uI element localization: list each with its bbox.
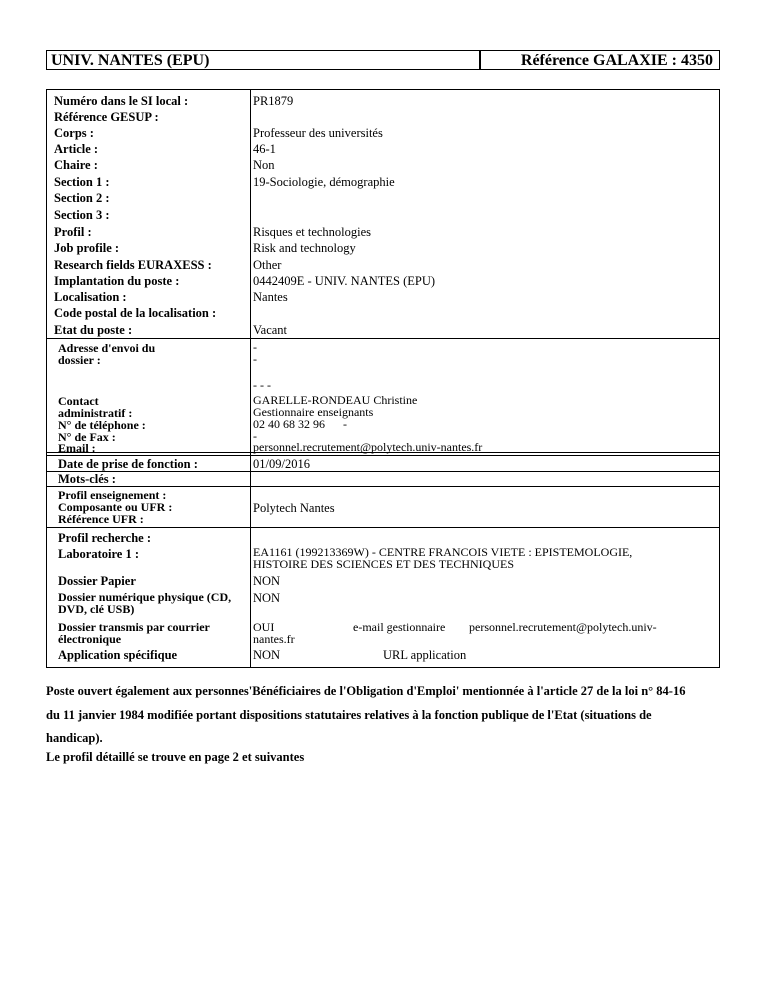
- contact-label-line1: Contact: [58, 394, 99, 408]
- url-application-label: URL application: [383, 648, 467, 662]
- mots-cles-label: Mots-clés :: [58, 472, 116, 486]
- contact-tel-label: N° de téléphone :: [58, 418, 146, 432]
- section1-value: 19-Sociologie, démographie: [253, 175, 395, 189]
- footer-line-2: du 11 janvier 1984 modifiée portant dispositions statutaires relatives à la fonction publique de l'Etat (situations de: [46, 708, 652, 722]
- laboratoire-value-line2: HISTOIRE DES SCIENCES ET DES TECHNIQUES: [253, 557, 515, 571]
- university-header: UNIV. NANTES (EPU): [46, 50, 480, 70]
- contact-name: GARELLE-RONDEAU Christine: [253, 393, 418, 407]
- profil-label: Profil :: [54, 225, 92, 239]
- email-gestionnaire-value-line2: nantes.fr: [253, 632, 295, 646]
- dossier-transmis-value: OUI: [253, 620, 275, 634]
- adresse-value-line1: -: [253, 340, 257, 354]
- gesup-label: Référence GESUP :: [54, 110, 159, 124]
- galaxie-reference: Référence GALAXIE : 4350: [480, 50, 720, 70]
- date-prise-value: 01/09/2016: [253, 457, 310, 471]
- dossier-transmis-label-line2: électronique: [58, 632, 122, 646]
- numero-si-value: PR1879: [253, 94, 294, 108]
- dossier-numerique-value: NON: [253, 591, 281, 605]
- contact-fax-label: N° de Fax :: [58, 430, 116, 444]
- dossier-numerique-label-line1: Dossier numérique physique (CD,: [58, 590, 232, 604]
- article-value: 46-1: [253, 142, 276, 156]
- code-postal-label: Code postal de la localisation :: [54, 306, 217, 320]
- research-fields-value: Other: [253, 258, 282, 272]
- implantation-label: Implantation du poste :: [54, 274, 180, 288]
- dossier-papier-label: Dossier Papier: [58, 574, 136, 588]
- profil-recherche-label: Profil recherche :: [58, 531, 152, 545]
- dossier-papier-value: NON: [253, 574, 281, 588]
- footer-line-1: Poste ouvert également aux personnes'Bénéficiaires de l'Obligation d'Emploi' mentionnée à l'article 27 de la loi n° 84-16: [46, 684, 686, 698]
- application-specifique-value: NON: [253, 648, 281, 662]
- contact-email-label: Email :: [58, 441, 96, 455]
- footer-line-3: handicap).: [46, 731, 103, 745]
- section2-label: Section 2 :: [54, 191, 110, 205]
- research-fields-label: Research fields EURAXESS :: [54, 258, 212, 272]
- contact-phone: 02 40 68 32 96 -: [253, 417, 347, 431]
- localisation-value: Nantes: [253, 290, 288, 304]
- profil-enseignement-label: Profil enseignement :: [58, 488, 167, 502]
- section3-label: Section 3 :: [54, 208, 110, 222]
- contact-fax: -: [253, 429, 257, 443]
- corps-value: Professeur des universités: [253, 126, 383, 140]
- email-gestionnaire-value-line1: personnel.recrutement@polytech.univ-: [469, 620, 657, 634]
- composante-label: Composante ou UFR :: [58, 500, 173, 514]
- job-profile-label: Job profile :: [54, 241, 120, 255]
- laboratoire-value-line1: EA1161 (199213369W) - CENTRE FRANCOIS VIETE : EPISTEMOLOGIE,: [253, 545, 633, 559]
- reference-ufr-label: Référence UFR :: [58, 512, 144, 526]
- row-divider: [46, 486, 720, 487]
- etat-poste-label: Etat du poste :: [54, 323, 133, 337]
- chaire-value: Non: [253, 158, 275, 172]
- contact-role: Gestionnaire enseignants: [253, 405, 374, 419]
- adresse-label-line1: Adresse d'envoi du: [58, 341, 156, 355]
- email-gestionnaire-label: e-mail gestionnaire: [353, 620, 446, 634]
- localisation-label: Localisation :: [54, 290, 127, 304]
- dossier-transmis-label-line1: Dossier transmis par courrier: [58, 620, 210, 634]
- row-divider: [46, 471, 720, 472]
- adresse-label-line2: dossier :: [58, 353, 101, 367]
- application-specifique-label: Application spécifique: [58, 648, 178, 662]
- etat-poste-value: Vacant: [253, 323, 288, 337]
- dossier-numerique-label-line2: DVD, clé USB): [58, 602, 135, 616]
- job-profile-value: Risk and technology: [253, 241, 356, 255]
- contact-email: personnel.recrutement@polytech.univ-nantes.fr: [253, 440, 483, 454]
- row-divider: [46, 338, 720, 339]
- implantation-value: 0442409E - UNIV. NANTES (EPU): [253, 274, 436, 288]
- composante-value: Polytech Nantes: [253, 501, 335, 515]
- adresse-value-line3: - - -: [253, 378, 271, 392]
- date-prise-label: Date de prise de fonction :: [58, 457, 198, 471]
- footer-line-4: Le profil détaillé se trouve en page 2 et suivantes: [46, 750, 305, 764]
- corps-label: Corps :: [54, 126, 94, 140]
- section1-label: Section 1 :: [54, 175, 110, 189]
- article-label: Article :: [54, 142, 99, 156]
- numero-si-label: Numéro dans le SI local :: [54, 94, 189, 108]
- column-divider: [250, 89, 251, 668]
- chaire-label: Chaire :: [54, 158, 98, 172]
- row-divider: [46, 455, 720, 456]
- row-divider: [46, 527, 720, 528]
- adresse-value-line2: -: [253, 352, 257, 366]
- contact-label-line2: administratif :: [58, 406, 133, 420]
- laboratoire-label: Laboratoire 1 :: [58, 547, 140, 561]
- profil-value: Risques et technologies: [253, 225, 372, 239]
